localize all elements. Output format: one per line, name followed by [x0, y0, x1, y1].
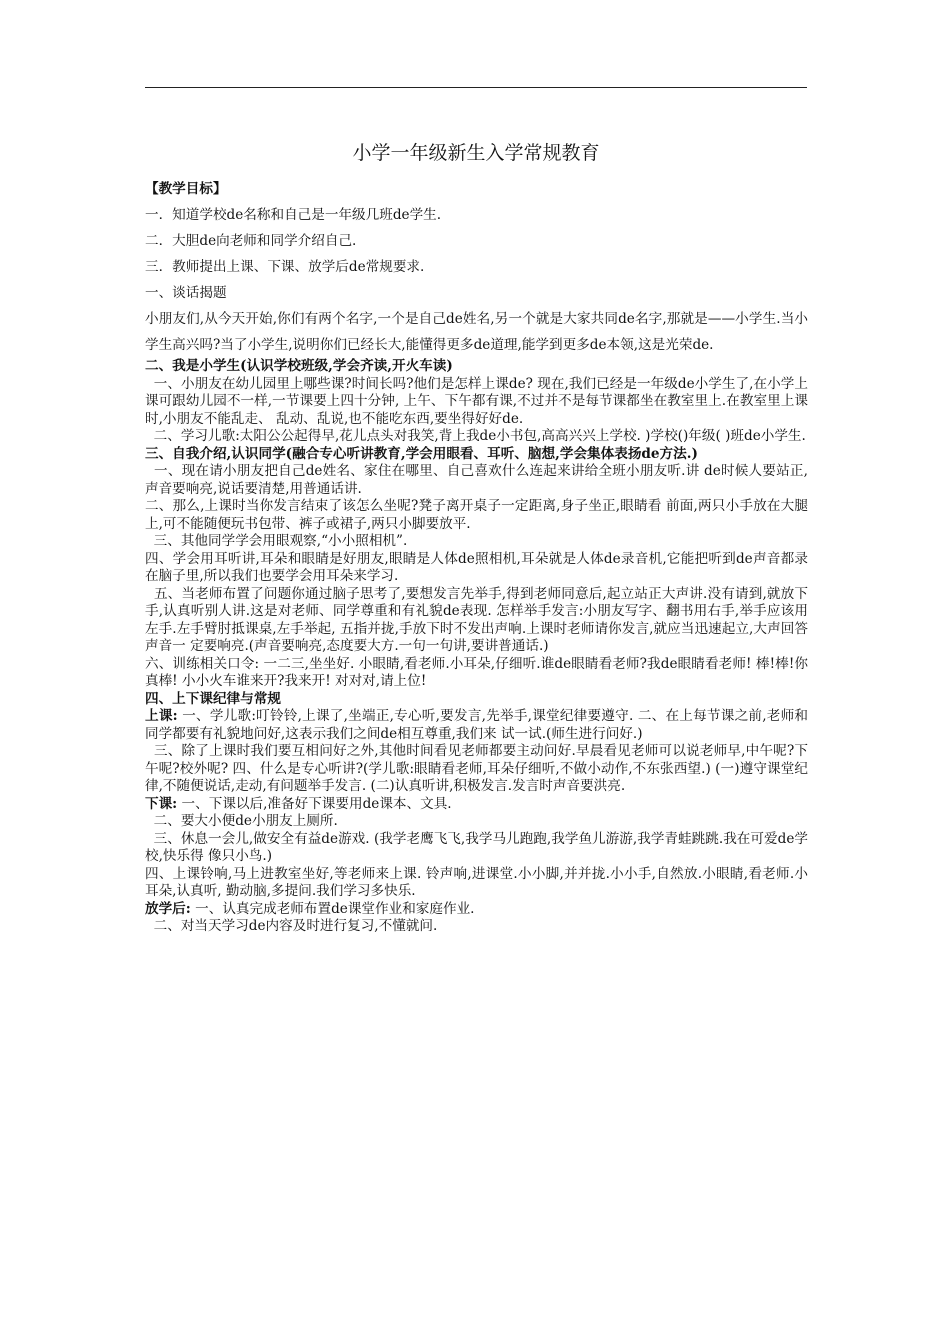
class-text: 一、学儿歌:叮铃铃,上课了,坐端正,专心听,要发言,先举手,课堂纪律要遵守. 二、在上每节课之前,老师和同学都要有礼貌地问好,这表示我们之间de相互尊重,我们来 试一试.(师生进行问好.) [145, 708, 808, 742]
objective-item: 二．大胆de向老师和同学介绍自己. [145, 233, 357, 249]
document-body [145, 176, 808, 936]
paragraph [145, 796, 808, 814]
intro-heading: 一、谈话揭题 [145, 285, 227, 301]
main-sections [145, 358, 808, 936]
paragraph: 五、当老师布置了问题你通过脑子思考了,要想发言先举手,得到老师同意后,起立站正大声讲.没有请到,就放下手,认真听别人讲.这是对老师、同学尊重和有礼貌de表现. 怎样举手发言:小朋友写字、翻书用右手,举手应该用左手.左手臂肘抵课桌,左手举起, 五指并拢,手放下时不发出声响.上课时老师请你发言,就应当迅速起立,大声回答声音一 定要响亮.(声音要响亮,态度要大方.一句一句讲,要讲普通话.) [145, 585, 808, 654]
objectives-heading: 【教学目标】 [145, 181, 227, 197]
after-label: 放学后: [145, 900, 191, 917]
objective-item: 三．教师提出上课、下课、放学后de常规要求. [145, 259, 425, 275]
paragraph: 二、要大小便de小朋友上厕所. [145, 813, 338, 829]
paragraph: 三、其他同学学会用眼观察,“小小照相机”. [145, 533, 408, 549]
paragraph: 四、学会用耳听讲,耳朵和眼睛是好朋友,眼睛是人体de照相机,耳朵就是人体de录音机,它能把听到de声音都录在脑子里,所以我们也要学会用耳朵来学习. [145, 550, 808, 584]
paragraph [145, 901, 808, 919]
section-heading: 四、上下课纪律与常规 [145, 690, 281, 707]
break-label: 下课: [145, 795, 178, 812]
paragraph: 三、休息一会儿,做安全有益de游戏. (我学老鹰飞飞,我学马儿跑跑,我学鱼儿游游,我学青蛙跳跳.我在可爱de学校,快乐得 像只小鸟.) [145, 830, 808, 864]
header-rule [145, 87, 807, 88]
paragraph: 四、上课铃响,马上进教室坐好,等老师来上课. 铃声响,进课堂.小小脚,并并拢.小小手,自然放.小眼睛,看老师.小耳朵,认真听, 勤动脑,多提问.我们学习多快乐. [145, 865, 808, 899]
section-heading: 二、我是小学生(认识学校班级,学会齐读,开火车读) [145, 358, 453, 374]
document-title: 小学一年级新生入学常规教育 [352, 142, 600, 164]
paragraph: 二、那么,上课时当你发言结束了该怎么坐呢?凳子离开桌子一定距离,身子坐正,眼睛看 前面,两只小手放在大腿上,可不能随便玩书包带、裤子或裙子,两只小脚要放平. [145, 498, 808, 532]
break-text: 一、下课以后,准备好下课要用de课本、文具. [177, 795, 452, 812]
class-label: 上课: [145, 708, 178, 724]
paragraph [145, 708, 808, 743]
after-text: 一、认真完成老师布置de课堂作业和家庭作业. [190, 900, 475, 917]
paragraph: 二、学习儿歌:太阳公公起得早,花儿点头对我笑,背上我de小书包,高高兴兴上学校. )学校()年级( )班de小学生. [145, 428, 806, 444]
paragraph: 二、对当天学习de内容及时进行复习,不懂就问. [145, 918, 438, 934]
objective-item: 一．知道学校de名称和自己是一年级几班de学生. [145, 207, 442, 223]
paragraph: 三、除了上课时我们要互相问好之外,其他时间看见老师都要主动问好.早晨看见老师可以说老师早,中午呢?下午呢?校外呢? 四、什么是专心听讲?(学儿歌:眼睛看老师,耳朵仔细听,不做小动作,不东张西望.) (一)遵守课堂纪律,不随便说话,走动,有问题举手发言. (二)认真听讲,积极发言.发言时声音要洪亮. [145, 743, 808, 794]
intro-paragraph: 小朋友们,从今天开始,你们有两个名字,一个是自己de姓名,另一个就是大家共同de名字,那就是——小学生.当小学生高兴吗?当了小学生,说明你们已经长大,能懂得更多de道理,能学到更多de本领,这是光荣de. [145, 311, 808, 353]
paragraph: 一、小朋友在幼儿园里上哪些课?时间长吗?他们是怎样上课de? 现在,我们已经是一年级de小学生了,在小学上课可跟幼儿园不一样,一节课要上四十分钟, 上午、下午都有课,不过并不是每节课都坐在教室里上.在教室里上课时,小朋友不能乱走、 乱动、乱说,也不能吃东西,要坐得好好de. [145, 375, 808, 427]
paragraph: 一、现在请小朋友把自己de姓名、家住在哪里、自己喜欢什么连起来讲给全班小朋友听.讲 de时候人要站正,声音要响亮,说话要清楚,用普通话讲. [145, 463, 808, 497]
objectives-block [145, 176, 808, 358]
paragraph: 六、训练相关口令: 一二三,坐坐好. 小眼睛,看老师.小耳朵,仔细听.谁de眼睛看老师?我de眼睛看老师! 棒!棒!你真棒! 小小火车谁来开?我来开! 对对对,请上位! [145, 655, 808, 689]
section-heading: 三、自我介绍,认识同学(融合专心听讲教育,学会用眼看、耳听、脑想,学会集体表扬de方法.) [145, 445, 698, 462]
